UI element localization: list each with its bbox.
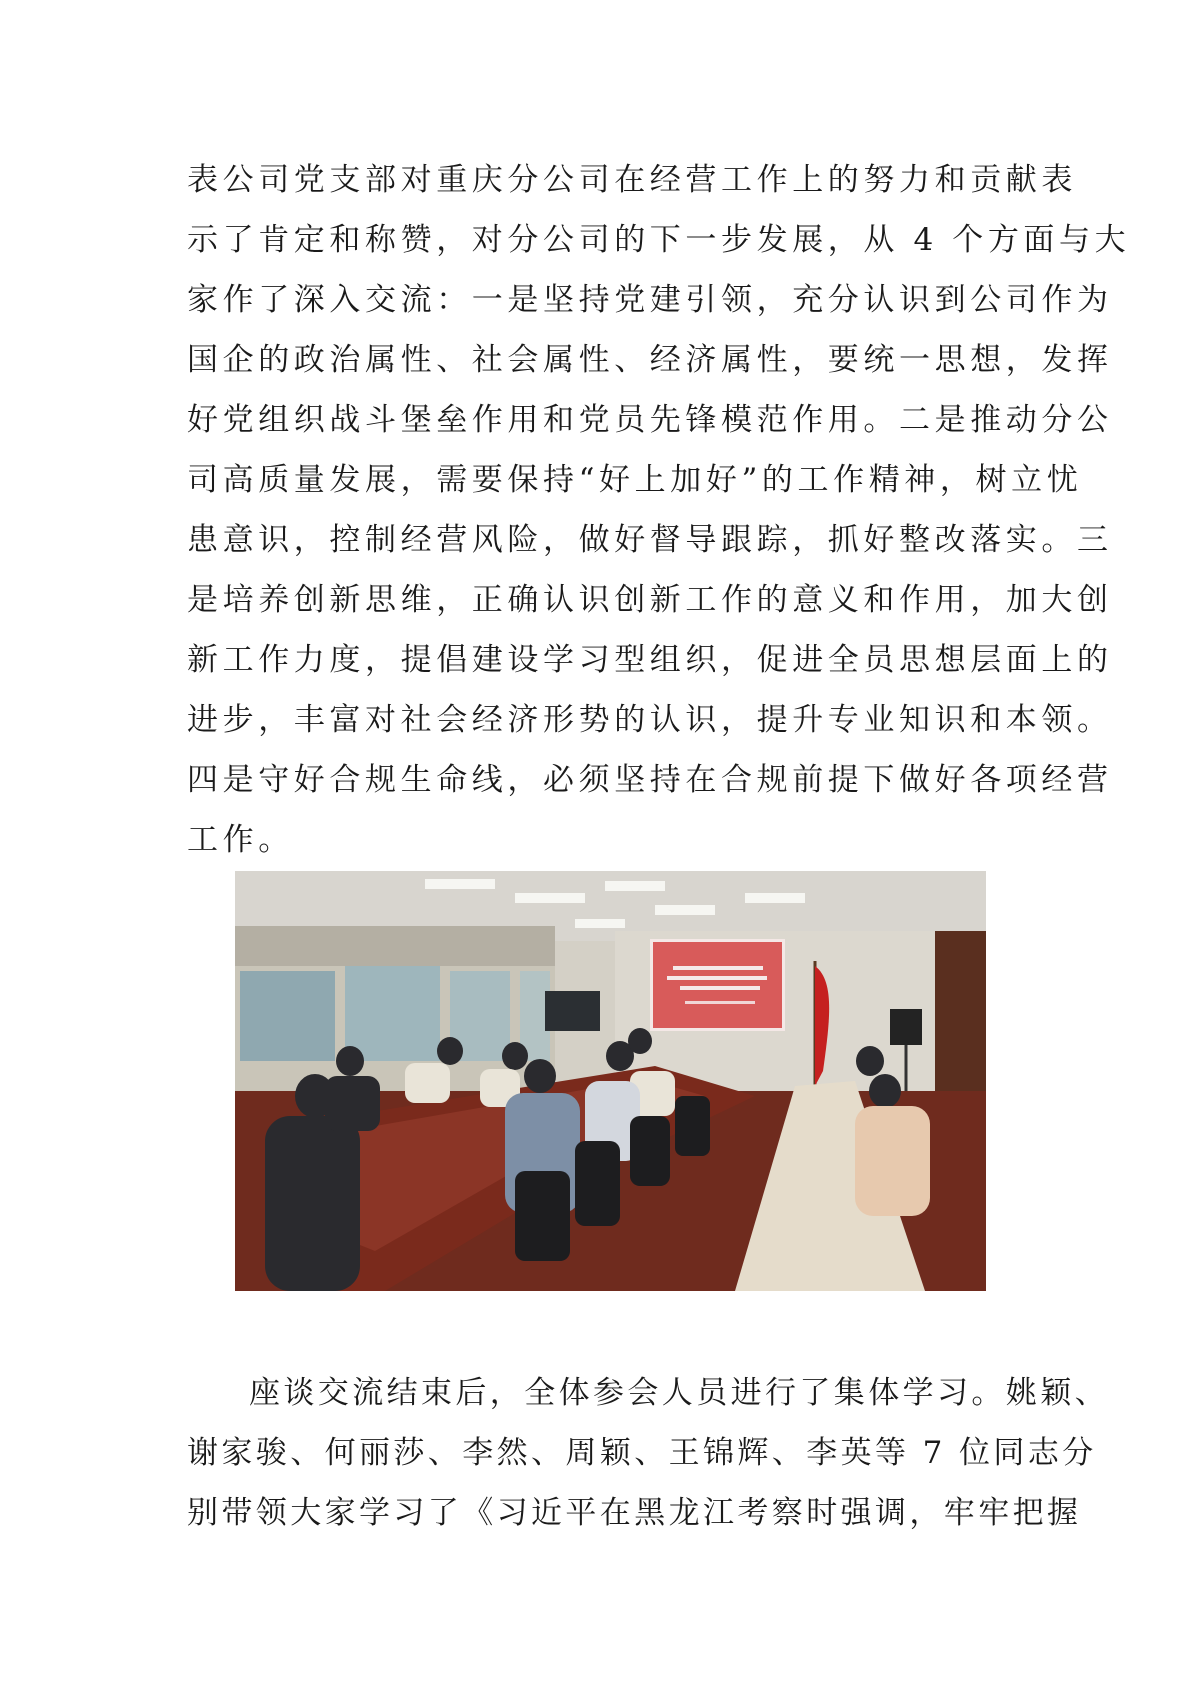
text-line: 司高质量发展，需要保持“好上加好”的工作精神，树立忧 [187,462,1083,498]
text-line: 新工作力度，提倡建设学习型组织，促进全员思想层面上的 [187,642,1113,678]
text-line: 别带领大家学习了《习近平在黑龙江考察时强调，牢牢把握 [187,1495,1082,1531]
text-line: 家作了深入交流：一是坚持党建引领，充分认识到公司作为 [187,282,1113,318]
text-line: 谢家骏、何丽莎、李然、周颖、王锦辉、李英等 7 位同志分 [187,1435,1097,1471]
text-line: 四是守好合规生命线，必须坚持在合规前提下做好各项经营 [187,762,1113,798]
text-line: 工作。 [187,822,294,858]
text-line: 表公司党支部对重庆分公司在经营工作上的努力和贡献表 [187,162,1077,198]
body-paragraph-2 [187,1363,1109,1543]
text-line: 座谈交流结束后，全体参会人员进行了集体学习。姚颖、 [249,1375,1109,1411]
text-line: 好党组织战斗堡垒作用和党员先锋模范作用。二是推动分公 [187,402,1113,438]
text-line: 国企的政治属性、社会属性、经济属性，要统一思想，发挥 [187,342,1113,378]
body-paragraph-1 [187,150,1131,870]
text-line: 示了肯定和称赞，对分公司的下一步发展，从 4 个方面与大 [187,222,1131,258]
text-line: 是培养创新思维，正确认识创新工作的意义和作用，加大创 [187,582,1113,618]
meeting-photo [235,871,986,1291]
text-line: 患意识，控制经营风险，做好督导跟踪，抓好整改落实。三 [187,522,1113,558]
text-line: 进步，丰富对社会经济形势的认识，提升专业知识和本领。 [187,702,1113,738]
